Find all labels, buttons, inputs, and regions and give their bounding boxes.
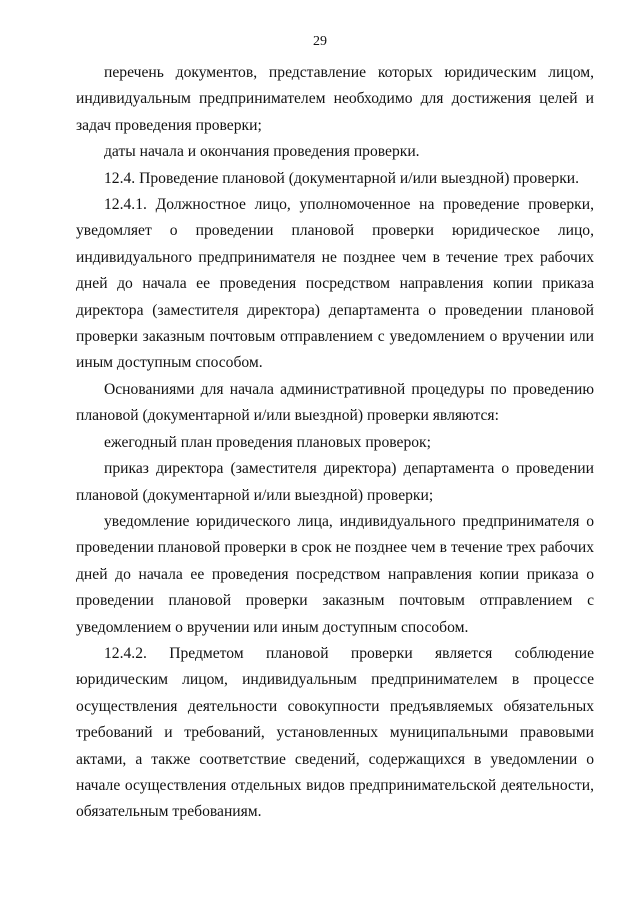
- document-body: [76, 60, 594, 826]
- paragraph-grounds: Основаниями для начала административной процедуры по проведению плановой (документарной и/или выездной) проверки являются:: [76, 380, 594, 425]
- paragraph-director-order: приказ директора (заместителя директора) департамента о проведении плановой (документарной и/или выездной) проверки;: [76, 460, 594, 504]
- paragraph-section-12-4: 12.4. Проведение плановой (документарной и/или выездной) проверки.: [104, 169, 580, 187]
- paragraph-inspection-dates: даты начала и окончания проведения проверки.: [104, 143, 420, 161]
- paragraph-section-12-4-2: 12.4.2. Предметом плановой проверки является соблюдение юридическим лицом, индивидуальным предпринимателем в процессе осуществления деятельности совокупности предъявляемых обязательных требований и требований, установленных муниципальными правовыми актами, а также соответствие сведений, содержащихся в уведомлении о начале осуществления отдельных видов предпринимательской деятельности, обязательным требованиям.: [76, 644, 594, 821]
- page-number: 29: [313, 34, 327, 49]
- paragraph-section-12-4-1: 12.4.1. Должностное лицо, уполномоченное на проведение проверки, уведомляет о проведении плановой проверки юридическое лицо, индивидуального предпринимателя не позднее чем в течение трех рабочих дней до начала ее проведения посредством направления копии приказа директора (заместителя директора) департамента о проведении плановой проверки заказным почтовым отправлением с уведомлением о вручении или иным доступным способом.: [76, 196, 594, 372]
- paragraph-annual-plan: ежегодный план проведения плановых проверок;: [104, 433, 431, 451]
- paragraph-documents-list: перечень документов, представление которых юридическим лицом, индивидуальным предпринимателем необходимо для достижения целей и задач проведения проверки;: [76, 64, 594, 134]
- paragraph-notification: уведомление юридического лица, индивидуального предпринимателя о проведении плановой проверки в срок не позднее чем в течение трех рабочих дней до начала ее проведения посредством направления копии приказа о проведении плановой проверки заказным почтовым отправлением с уведомлением о вручении или иным доступным способом.: [76, 512, 594, 636]
